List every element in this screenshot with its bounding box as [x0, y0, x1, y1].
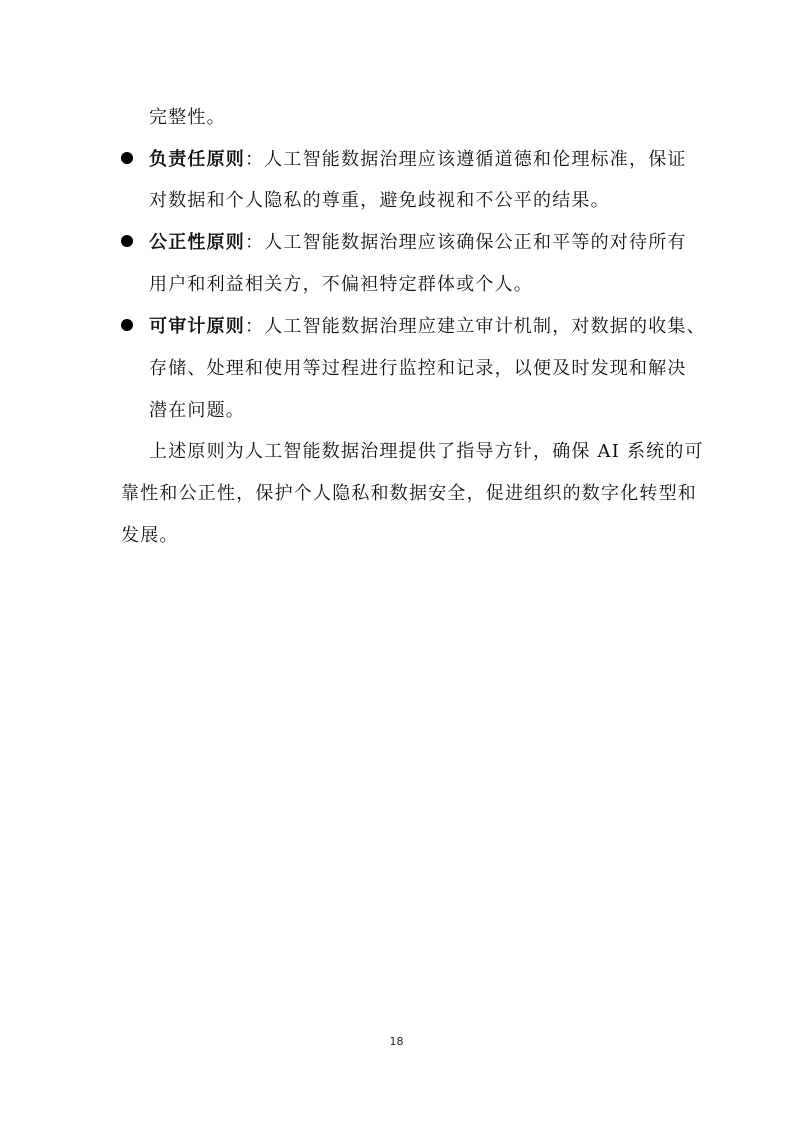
bullet-item-responsibility [121, 148, 687, 172]
bullet-continuation: 潜在问题。 [149, 400, 245, 421]
bullet-term: 可审计原则 [149, 316, 245, 337]
bullet-term: 负责任原则 [149, 149, 245, 170]
summary-paragraph-line: 靠性和公正性，保护个人隐私和数据安全，促进组织的数字化转型和 [121, 483, 697, 504]
bullet-continuation: 用户和利益相关方，不偏袒特定群体或个人。 [149, 274, 533, 295]
bullet-item-fairness [121, 231, 687, 255]
bullet-text: ：人工智能数据治理应该确保公正和平等的对待所有 [245, 232, 687, 253]
bullet-continuation: 存储、处理和使用等过程进行监控和记录，以便及时发现和解决 [149, 358, 687, 379]
bullet-dot-icon [121, 235, 133, 247]
bullet-item-auditability [121, 315, 706, 339]
bullet-continuation: 对数据和个人隐私的尊重，避免歧视和不公平的结果。 [149, 190, 610, 211]
continuation-line: 完整性。 [149, 107, 226, 128]
bullet-text: ：人工智能数据治理应该遵循道德和伦理标准，保证 [245, 149, 687, 170]
bullet-dot-icon [121, 319, 133, 331]
bullet-text: ：人工智能数据治理应建立审计机制，对数据的收集、 [245, 316, 706, 337]
page-number: 18 [389, 1035, 404, 1048]
summary-paragraph-line: 发展。 [121, 525, 179, 546]
bullet-dot-icon [121, 152, 133, 164]
summary-paragraph-line: 上述原则为人工智能数据治理提供了指导方针，确保 AI 系统的可 [149, 441, 704, 462]
bullet-term: 公正性原则 [149, 232, 245, 253]
